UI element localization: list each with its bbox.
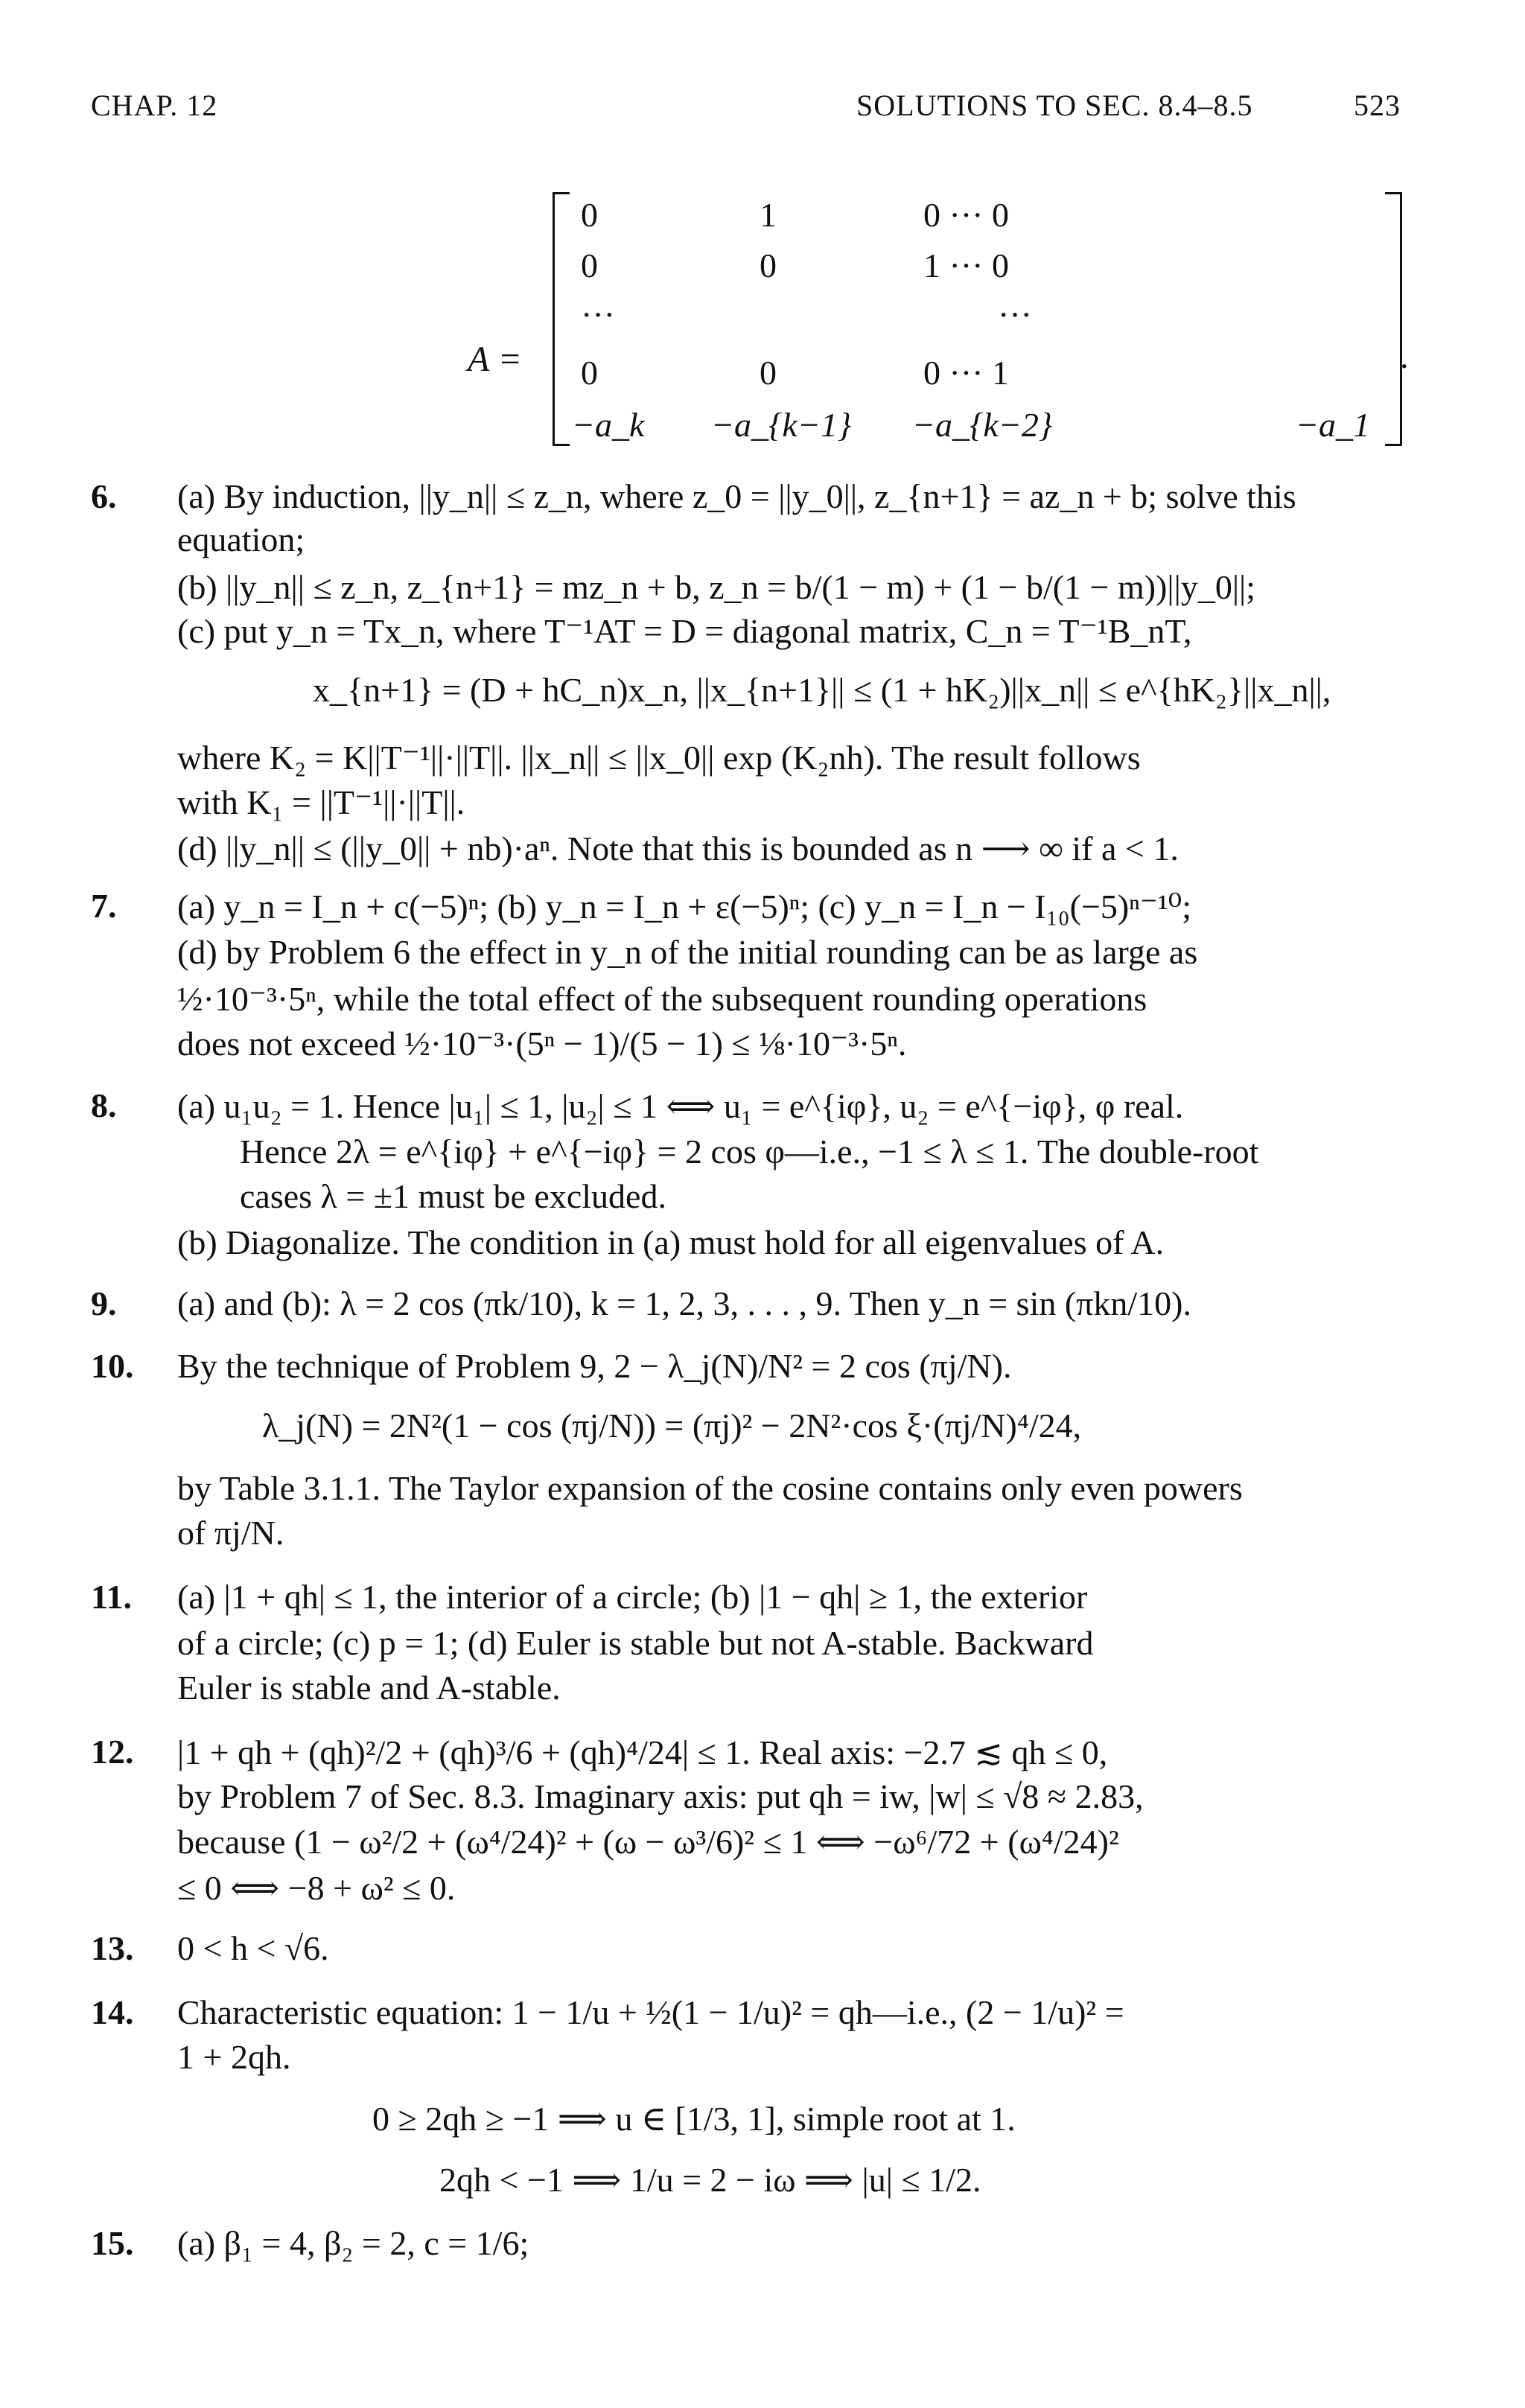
problem-line: where K₂ = K||T⁻¹||·||T||. ||x_n|| ≤ ||x_0|| exp (K₂nh). The result follows xyxy=(177,739,1141,777)
problem-line: 0 < h < √6. xyxy=(177,1929,329,1967)
matrix-cell: −a_k xyxy=(572,406,645,444)
matrix-cell: 0 ··· 0 xyxy=(923,196,1009,234)
problem-line: (b) ||y_n|| ≤ z_n, z_{n+1} = mz_n + b, z_n = b/(1 − m) + (1 − b/(1 − m))||y_0||; xyxy=(177,568,1256,606)
problem-number: 6. xyxy=(91,477,117,515)
problem-line: by Table 3.1.1. The Taylor expansion of the cosine contains only even powers xyxy=(177,1469,1243,1507)
matrix-cell: 0 xyxy=(760,246,777,284)
matrix-cell: 0 xyxy=(581,246,598,284)
matrix-cell: −a_{k−2} xyxy=(912,406,1053,444)
matrix-label: A = xyxy=(468,340,522,379)
page-number: 523 xyxy=(1354,89,1401,122)
problem-number: 14. xyxy=(91,1993,134,2031)
problem-number: 7. xyxy=(91,887,117,925)
problem-line: (a) u₁u₂ = 1. Hence |u₁| ≤ 1, |u₂| ≤ 1 ⟺ u₁ = e^{iφ}, u₂ = e^{−iφ}, φ real. xyxy=(177,1087,1184,1125)
matrix-left-bracket xyxy=(553,192,570,446)
problem-line: By the technique of Problem 9, 2 − λ_j(N)/N² = 2 cos (πj/N). xyxy=(177,1347,1012,1385)
problem-line: (a) y_n = I_n + c(−5)ⁿ; (b) y_n = I_n + ε(−5)ⁿ; (c) y_n = I_n − I₁₀(−5)ⁿ⁻¹⁰; xyxy=(177,888,1192,926)
matrix-cell: ··· xyxy=(581,296,615,334)
problem-line: Euler is stable and A-stable. xyxy=(177,1669,561,1707)
problem-equation: 2qh < −1 ⟹ 1/u = 2 − iω ⟹ |u| ≤ 1/2. xyxy=(439,2161,981,2199)
matrix-cell: 1 xyxy=(760,196,777,234)
problem-line: (d) by Problem 6 the effect in y_n of the initial rounding can be as large as xyxy=(177,933,1198,971)
matrix-cell: −a_1 xyxy=(1296,406,1371,444)
problem-line: does not exceed ½·10⁻³·(5ⁿ − 1)/(5 − 1) ≤ ⅛·10⁻³·5ⁿ. xyxy=(177,1025,907,1063)
problem-line: (a) |1 + qh| ≤ 1, the interior of a circle; (b) |1 − qh| ≥ 1, the exterior xyxy=(177,1578,1088,1616)
problem-line: |1 + qh + (qh)²/2 + (qh)³/6 + (qh)⁴/24| ≤ 1. Real axis: −2.7 ≲ qh ≤ 0, xyxy=(177,1733,1108,1771)
problem-number: 9. xyxy=(91,1284,117,1322)
problem-number: 10. xyxy=(91,1347,134,1385)
problem-line: Characteristic equation: 1 − 1/u + ½(1 − 1/u)² = qh—i.e., (2 − 1/u)² = xyxy=(177,1993,1124,2031)
problem-line: (b) Diagonalize. The condition in (a) must hold for all eigenvalues of A. xyxy=(177,1223,1165,1261)
problem-equation: x_{n+1} = (D + hC_n)x_n, ||x_{n+1}|| ≤ (1 + hK₂)||x_n|| ≤ e^{hK₂}||x_n||, xyxy=(313,671,1331,709)
problem-line: (c) put y_n = Tx_n, where T⁻¹AT = D = diagonal matrix, C_n = T⁻¹B_nT, xyxy=(177,612,1192,650)
problem-number: 12. xyxy=(91,1733,134,1771)
matrix-cell: 0 xyxy=(760,354,777,392)
matrix-period: . xyxy=(1400,337,1409,375)
problem-line: of a circle; (c) p = 1; (d) Euler is stable but not A-stable. Backward xyxy=(177,1624,1094,1662)
problem-line: (a) and (b): λ = 2 cos (πk/10), k = 1, 2, 3, . . . , 9. Then y_n = sin (πkn/10). xyxy=(177,1284,1191,1322)
problem-number: 8. xyxy=(91,1086,117,1124)
matrix-cell: 0 xyxy=(581,354,598,392)
matrix-cell: ··· xyxy=(998,296,1032,334)
problem-line: equation; xyxy=(177,520,305,558)
problem-line: (a) By induction, ||y_n|| ≤ z_n, where z_0 = ||y_0||, z_{n+1} = az_n + b; solve this xyxy=(177,477,1296,515)
problem-number: 15. xyxy=(91,2224,134,2262)
matrix-right-bracket xyxy=(1385,192,1402,446)
problem-line: by Problem 7 of Sec. 8.3. Imaginary axis: put qh = iw, |w| ≤ √8 ≈ 2.83, xyxy=(177,1777,1144,1815)
problem-line: with K₁ = ||T⁻¹||·||T||. xyxy=(177,783,465,821)
problem-number: 11. xyxy=(91,1578,132,1616)
problem-line: ½·10⁻³·5ⁿ, while the total effect of the subsequent rounding operations xyxy=(177,980,1147,1018)
problem-line: because (1 − ω²/2 + (ω⁴/24)² + (ω − ω³/6)² ≤ 1 ⟺ −ω⁶/72 + (ω⁴/24)² xyxy=(177,1823,1119,1861)
problem-line: (d) ||y_n|| ≤ (||y_0|| + nb)·aⁿ. Note that this is bounded as n ⟶ ∞ if a < 1. xyxy=(177,829,1179,867)
chapter-label: CHAP. 12 xyxy=(91,89,218,122)
matrix-cell: −a_{k−1} xyxy=(711,406,852,444)
matrix-cell: 1 ··· 0 xyxy=(923,246,1009,284)
problem-equation: λ_j(N) = 2N²(1 − cos (πj/N)) = (πj)² − 2N²·cos ξ·(πj/N)⁴/24, xyxy=(262,1407,1082,1445)
problem-line: 1 + 2qh. xyxy=(177,2038,291,2076)
matrix-cell: 0 ··· 1 xyxy=(923,354,1009,392)
section-title: SOLUTIONS TO SEC. 8.4–8.5 xyxy=(856,89,1253,122)
problem-line: Hence 2λ = e^{iφ} + e^{−iφ} = 2 cos φ—i.e., −1 ≤ λ ≤ 1. The double-root xyxy=(240,1133,1259,1170)
problem-line: (a) β₁ = 4, β₂ = 2, c = 1/6; xyxy=(177,2224,529,2262)
problem-number: 13. xyxy=(91,1929,134,1967)
matrix-cell: 0 xyxy=(581,196,598,234)
problem-line: cases λ = ±1 must be excluded. xyxy=(240,1177,666,1215)
problem-line: of πj/N. xyxy=(177,1514,284,1552)
problem-line: ≤ 0 ⟺ −8 + ω² ≤ 0. xyxy=(177,1869,456,1907)
problem-equation: 0 ≥ 2qh ≥ −1 ⟹ u ∈ [1/3, 1], simple root at 1. xyxy=(372,2100,1016,2138)
